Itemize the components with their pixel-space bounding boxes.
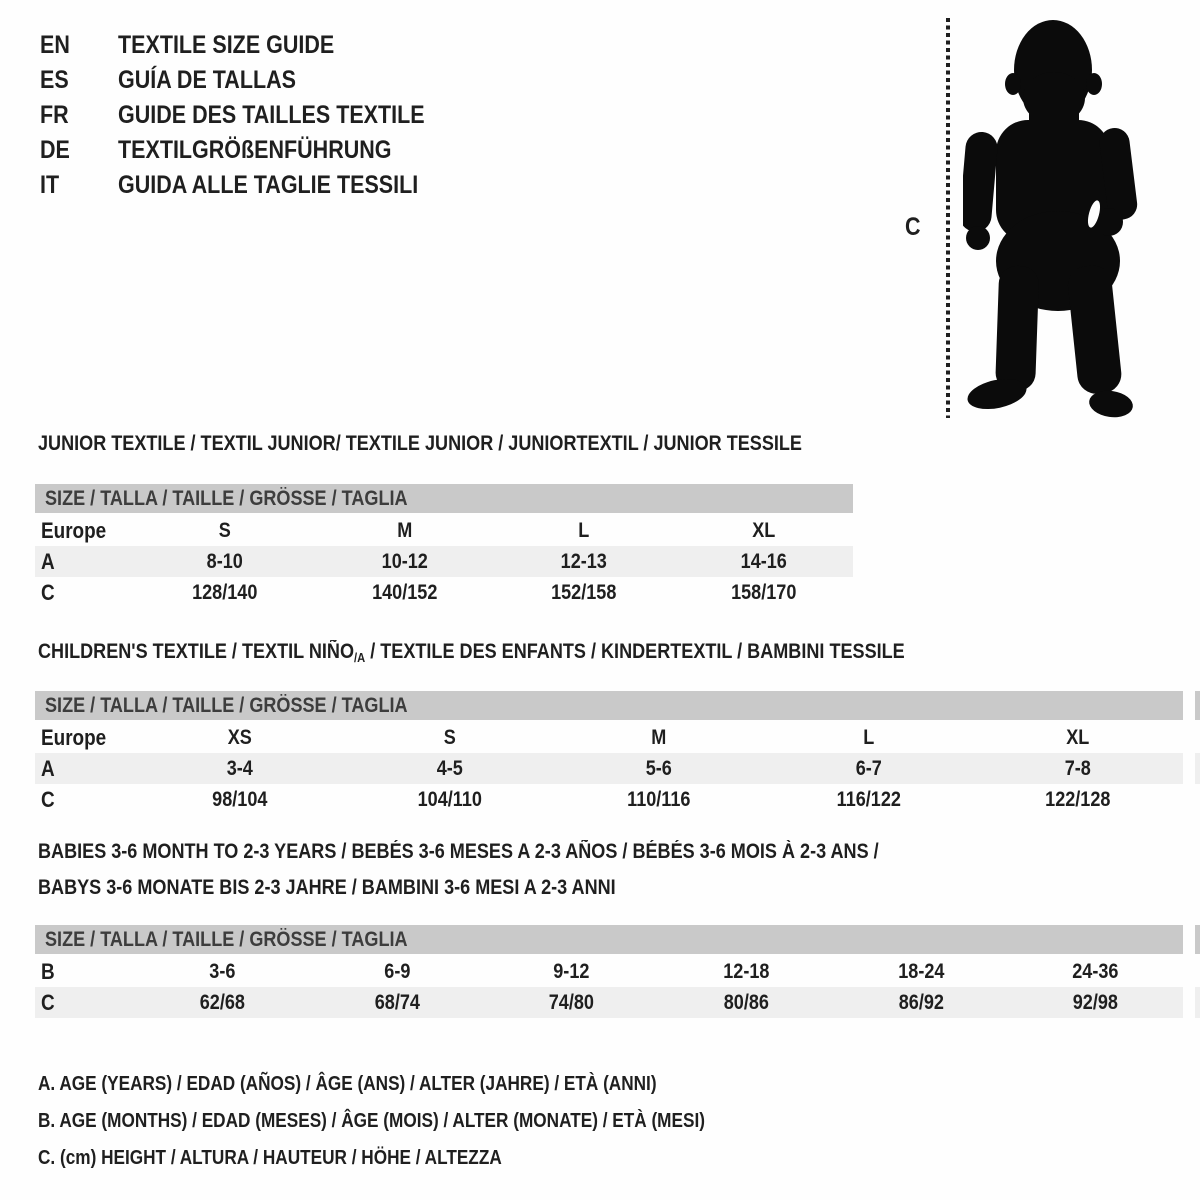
guide-title: TEXTILE SIZE GUIDE <box>118 31 335 59</box>
table-row-height-cm <box>35 987 1183 1018</box>
age-cell: 6-7 <box>855 757 882 780</box>
height-cell: 140/152 <box>371 581 437 604</box>
table-edge-sliver <box>1195 753 1200 784</box>
size-cell: M <box>651 726 667 749</box>
height-cell: 116/122 <box>836 788 901 811</box>
table-edge-sliver <box>1195 925 1200 954</box>
babies-section-title-line2: BABYS 3-6 MONATE BIS 2-3 JAHRE / BAMBINI 3-6 MESI A 2-3 ANNI <box>38 876 616 899</box>
height-cell: 128/140 <box>192 581 258 604</box>
age-cell: 10-12 <box>381 550 428 573</box>
legend-block <box>38 1066 1200 1177</box>
size-header-label: SIZE / TALLA / TAILLE / GRÖSSE / TAGLIA <box>45 487 408 510</box>
age-cell: 12-18 <box>723 960 770 983</box>
language-title-block <box>40 28 475 203</box>
title-part: CHILDREN'S TEXTILE / TEXTIL NIÑO <box>38 640 355 663</box>
language-code: EN <box>40 31 70 59</box>
size-header-label: SIZE / TALLA / TAILLE / GRÖSSE / TAGLIA <box>45 694 408 717</box>
row-label: A <box>41 549 55 574</box>
table-row-europe <box>35 515 853 546</box>
guide-title: GUÍA DE TALLAS <box>118 66 296 94</box>
table-row-age-months <box>35 956 1183 987</box>
children-section-title-text <box>38 639 905 671</box>
row-label: Europe <box>41 518 107 543</box>
legend-line-height: C. (cm) HEIGHT / ALTURA / HAUTEUR / HÖHE / ALTEZZA <box>38 1147 502 1169</box>
language-row <box>40 133 475 168</box>
size-cell: XL <box>1066 726 1090 749</box>
guide-title: GUIDA ALLE TAGLIE TESSILI <box>118 171 419 199</box>
babies-section-title-line1: BABIES 3-6 MONTH TO 2-3 YEARS / BEBÉS 3-6 MESES A 2-3 AÑOS / BÉBÉS 3-6 MOIS À 2-3 ANS / <box>38 840 879 863</box>
age-cell: 18-24 <box>897 960 945 983</box>
table-row-europe <box>35 722 1183 753</box>
size-cell: XS <box>227 726 252 749</box>
guide-title: GUIDE DES TAILLES TEXTILE <box>118 101 425 129</box>
height-measure-dashed-line <box>946 18 950 418</box>
table-row-height-cm <box>35 784 1183 815</box>
size-cell: M <box>396 519 412 542</box>
size-header-bar <box>35 484 853 513</box>
language-row <box>40 28 475 63</box>
height-cell: 74/80 <box>549 991 595 1014</box>
toddler-silhouette-image <box>963 16 1140 420</box>
table-edge-sliver <box>1195 691 1200 720</box>
size-cell: S <box>443 726 456 749</box>
table-row-age-years <box>35 546 853 577</box>
age-cell: 3-6 <box>209 960 236 983</box>
row-label: C <box>41 787 55 812</box>
title-subscript: /A <box>354 650 366 665</box>
table-row-height-cm <box>35 577 853 608</box>
guide-title: TEXTILGRÖßENFÜHRUNG <box>118 136 392 164</box>
age-cell: 9-12 <box>553 960 590 983</box>
size-header-bar <box>35 691 1183 720</box>
junior-section-title: JUNIOR TEXTILE / TEXTIL JUNIOR/ TEXTILE JUNIOR / JUNIORTEXTIL / JUNIOR TESSILE <box>38 432 802 455</box>
age-cell: 24-36 <box>1072 960 1119 983</box>
age-cell: 12-13 <box>560 550 607 573</box>
height-cell: 92/98 <box>1073 991 1119 1014</box>
row-label: B <box>41 959 55 984</box>
height-cell: 86/92 <box>898 991 944 1014</box>
height-cell: 98/104 <box>212 788 268 811</box>
language-code: DE <box>40 136 70 164</box>
age-cell: 14-16 <box>740 550 787 573</box>
legend-line-age-months: B. AGE (MONTHS) / EDAD (MESES) / ÂGE (MOIS) / ALTER (MONATE) / ETÀ (MESI) <box>38 1110 705 1132</box>
row-label: C <box>41 580 55 605</box>
babies-size-table <box>35 925 1183 1018</box>
language-code: ES <box>40 66 69 94</box>
size-cell: S <box>218 519 231 542</box>
children-section-title <box>38 639 1046 671</box>
row-label: A <box>41 756 55 781</box>
row-label: Europe <box>41 725 107 750</box>
table-row-age-years <box>35 753 1183 784</box>
age-cell: 7-8 <box>1065 757 1092 780</box>
row-label: C <box>41 990 55 1015</box>
height-cell: 110/116 <box>627 788 691 811</box>
height-cell: 68/74 <box>374 991 420 1014</box>
size-header-bar <box>35 925 1183 954</box>
language-row <box>40 63 475 98</box>
legend-line-age-years: A. AGE (YEARS) / EDAD (AÑOS) / ÂGE (ANS) / ALTER (JAHRE) / ETÀ (ANNI) <box>38 1073 657 1095</box>
title-part: / TEXTILE DES ENFANTS / KINDERTEXTIL / BAMBINI TESSILE <box>365 640 905 663</box>
language-code: IT <box>40 171 60 199</box>
junior-size-table <box>35 484 853 608</box>
age-cell: 4-5 <box>436 757 463 780</box>
table-edge-sliver <box>1195 987 1200 1018</box>
height-cell: 152/158 <box>551 581 617 604</box>
age-cell: 6-9 <box>383 960 411 983</box>
language-code: FR <box>40 101 69 129</box>
age-cell: 8-10 <box>206 550 243 573</box>
children-size-table <box>35 691 1183 815</box>
height-cell: 158/170 <box>730 581 796 604</box>
height-measure-label: C <box>905 213 921 241</box>
language-row <box>40 98 475 133</box>
size-header-label: SIZE / TALLA / TAILLE / GRÖSSE / TAGLIA <box>45 928 408 951</box>
size-cell: L <box>578 519 590 542</box>
height-cell: 122/128 <box>1045 788 1111 811</box>
language-row <box>40 168 475 203</box>
size-cell: XL <box>751 519 775 542</box>
age-cell: 5-6 <box>645 757 673 780</box>
height-cell: 80/86 <box>723 991 769 1014</box>
height-cell: 62/68 <box>199 991 245 1014</box>
size-cell: L <box>863 726 875 749</box>
age-cell: 3-4 <box>226 757 253 780</box>
height-cell: 104/110 <box>417 788 482 811</box>
